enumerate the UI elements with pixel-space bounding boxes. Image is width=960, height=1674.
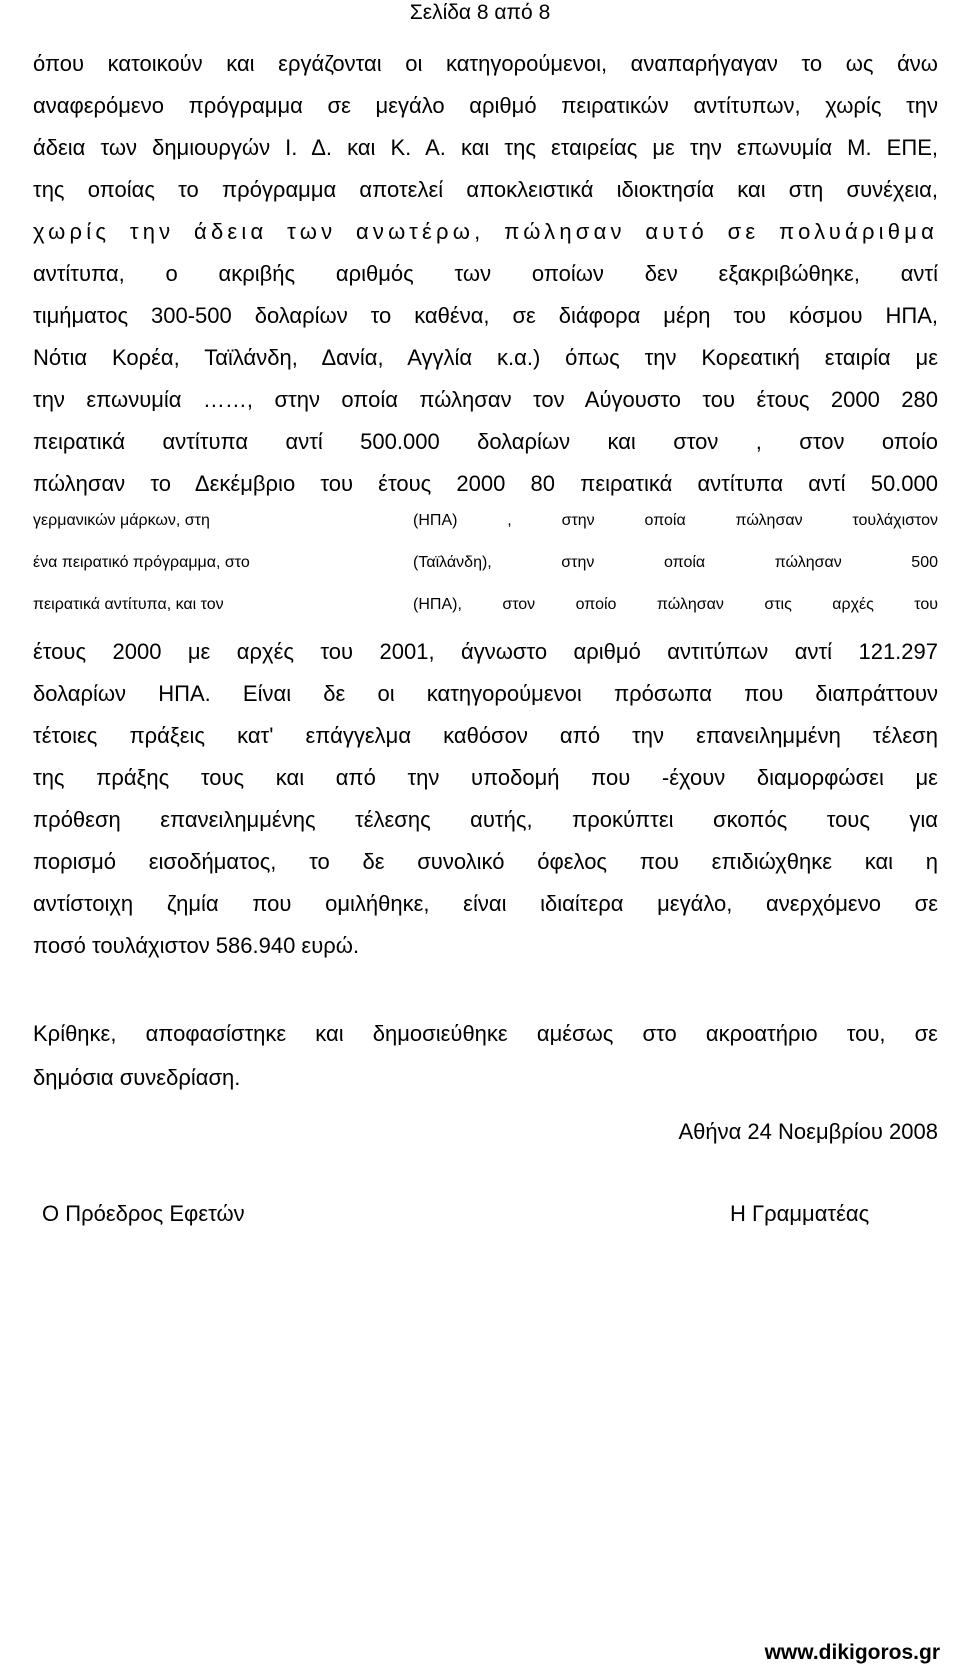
text-line: όπου κατοικούν και εργάζονται οι κατηγορούμενοι, αναπαρήγαγαν το ως άνω <box>33 51 938 76</box>
text-line: την επωνυμία ……, στην οποία πώλησαν τον Αύγουστο του έτους 2000 280 <box>33 387 938 412</box>
text-line-right: (ΗΠΑ) , στην οποία πώλησαν τουλάχιστον <box>413 512 938 529</box>
text-line: της οποίας το πρόγραμμα αποτελεί αποκλειστικά ιδιοκτησία και στη συνέχεια, <box>33 177 938 202</box>
text-line-left: γερμανικών μάρκων, στη <box>33 512 210 529</box>
text-line: δολαρίων ΗΠΑ. Είναι δε οι κατηγορούμενοι πρόσωπα που διαπράττουν <box>33 681 938 706</box>
text-line: αντίτυπα, ο ακριβής αριθμός των οποίων δεν εξακριβώθηκε, αντί <box>33 261 938 286</box>
text-line-left: πειρατικά αντίτυπα, και τον <box>33 596 224 613</box>
text-line: άδεια των δημιουργών Ι. Δ. και Κ. Α. και της εταιρείας με την επωνυμία Μ. ΕΠΕ, <box>33 135 938 160</box>
place-date: Αθήνα 24 Νοεμβρίου 2008 <box>678 1119 938 1144</box>
text-line-left: ένα πειρατικό πρόγραμμα, στο <box>33 554 250 571</box>
text-line: τιμήματος 300-500 δολαρίων το καθένα, σε διάφορα μέρη του κόσμου ΗΠΑ, <box>33 303 938 328</box>
page-number: Σελίδα 8 από 8 <box>409 1 551 24</box>
text-line: πειρατικά αντίτυπα αντί 500.000 δολαρίων και στον , στον οποίο <box>33 429 938 454</box>
text-line: της πράξης τους και από την υποδομή που -έχουν διαμορφώσει με <box>33 765 938 790</box>
text-line: πορισμό εισοδήματος, το δε συνολικό όφελος που επιδιώχθηκε και η <box>33 849 938 874</box>
closing-line: δημόσια συνεδρίαση. <box>33 1065 241 1090</box>
text-line: έτους 2000 με αρχές του 2001, άγνωστο αριθμό αντιτύπων αντί 121.297 <box>33 639 938 664</box>
text-line: αντίστοιχη ζημία που ομιλήθηκε, είναι ιδιαίτερα μεγάλο, ανερχόμενο σε <box>33 891 938 916</box>
text-line: χωρίς την άδεια των ανωτέρω, πώλησαν αυτό σε πολυάριθμα <box>33 219 938 244</box>
text-line: τέτοιες πράξεις κατ' επάγγελμα καθόσον από την επανειλημμένη τέλεση <box>33 723 938 748</box>
secretary-signature: Η Γραμματέας <box>730 1201 870 1226</box>
president-signature: Ο Πρόεδρος Εφετών <box>42 1201 245 1226</box>
closing-line: Κρίθηκε, αποφασίστηκε και δημοσιεύθηκε αμέσως στο ακροατήριο του, σε <box>33 1021 938 1046</box>
text-line: πώλησαν το Δεκέμβριο του έτους 2000 80 πειρατικά αντίτυπα αντί 50.000 <box>33 471 938 496</box>
text-line-right: (ΗΠΑ), στον οποίο πώλησαν στις αρχές του <box>413 596 938 613</box>
website-footer: www.dikigoros.gr <box>764 1641 940 1664</box>
text-line: πρόθεση επανειλημμένης τέλεσης αυτής, προκύπτει σκοπός τους για <box>33 807 938 832</box>
text-line: αναφερόμενο πρόγραμμα σε μεγάλο αριθμό πειρατικών αντίτυπων, χωρίς την <box>33 93 938 118</box>
text-line: Νότια Κορέα, Ταϊλάνδη, Δανία, Αγγλία κ.α.) όπως την Κορεατική εταιρία με <box>33 345 938 370</box>
text-line-right: (Ταϊλάνδη), στην οποία πώλησαν 500 <box>413 554 938 571</box>
text-line: ποσό τουλάχιστον 586.940 ευρώ. <box>33 933 360 958</box>
